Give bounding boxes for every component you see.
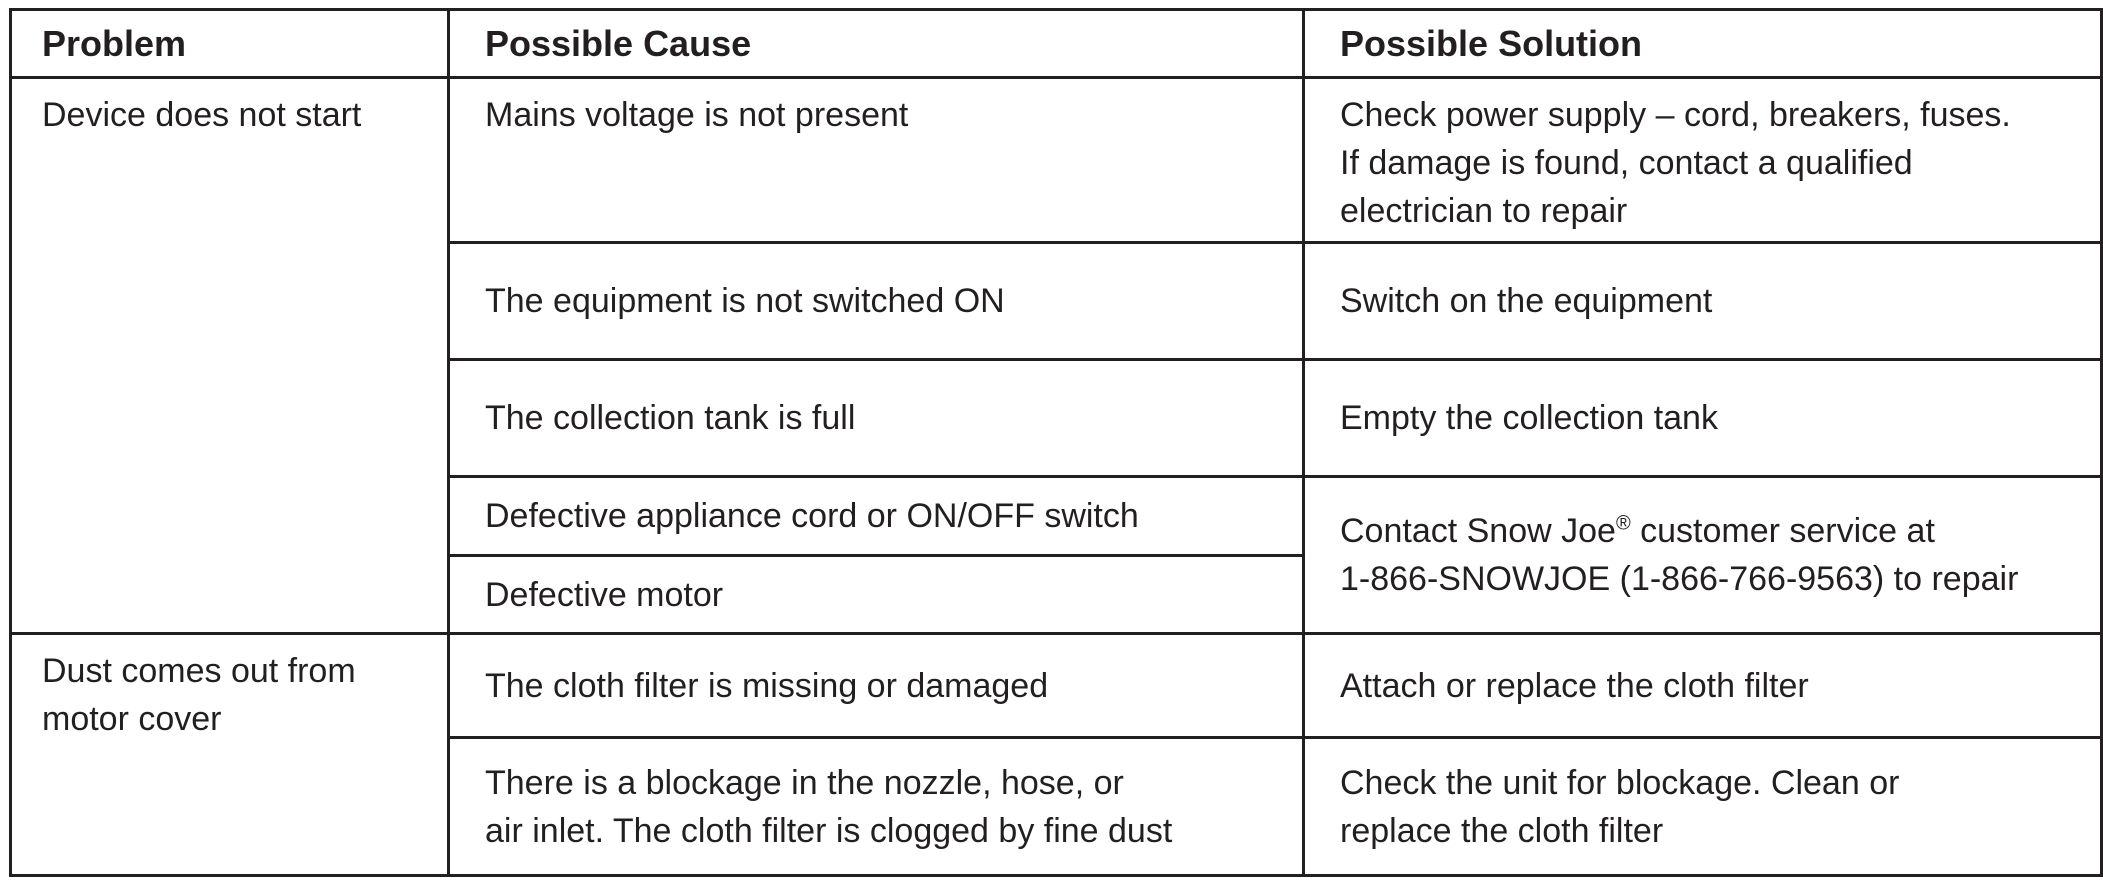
solution-text [1340, 507, 2100, 603]
header-problem: Problem [11, 10, 449, 78]
solution-cell [1304, 477, 2102, 634]
cause-text: The collection tank is full [485, 399, 856, 437]
solution-text: Switch on the equipment [1340, 282, 1713, 320]
problem-cell [11, 78, 449, 634]
cause-cell [449, 243, 1304, 360]
solution-text-part: Contact Snow Joe [1340, 512, 1616, 550]
cause-cell [449, 78, 1304, 243]
solution-text: Empty the collection tank [1340, 399, 1718, 437]
solution-text-part: customer service at 1-866-SNOWJOE (1-866-766-9563) to repair [1340, 512, 2019, 598]
table-header-row [11, 10, 2102, 78]
table-row [11, 634, 2102, 738]
registered-mark: ® [1615, 512, 1631, 535]
cause-text: The equipment is not switched ON [485, 282, 1005, 320]
solution-cell [1304, 78, 2102, 243]
cause-cell [449, 634, 1304, 738]
cause-cell [449, 556, 1304, 634]
problem-text: Device does not start [42, 96, 362, 134]
solution-cell [1304, 360, 2102, 477]
table-row [11, 78, 2102, 243]
problem-text: Dust comes out from motor cover [42, 652, 356, 738]
cause-text: The cloth filter is missing or damaged [485, 666, 1049, 705]
cause-text: There is a blockage in the nozzle, hose, or air inlet. The cloth filter is clogged by fine dust [485, 763, 1173, 850]
solution-text: Check power supply – cord, breakers, fuses. If damage is found, contact a qualified electrician to repair [1340, 96, 2011, 230]
problem-cell [11, 634, 449, 876]
cause-text: Defective motor [485, 575, 724, 614]
cause-text: Mains voltage is not present [485, 96, 909, 134]
header-possible-solution: Possible Solution [1304, 10, 2102, 78]
troubleshooting-table [9, 8, 2103, 877]
solution-cell [1304, 738, 2102, 876]
solution-text: Attach or replace the cloth filter [1340, 666, 1809, 705]
header-possible-cause: Possible Cause [449, 10, 1304, 78]
solution-text: Check the unit for blockage. Clean or replace the cloth filter [1340, 763, 1900, 850]
cause-cell [449, 360, 1304, 477]
cause-cell [449, 738, 1304, 876]
cause-text: Defective appliance cord or ON/OFF switch [485, 497, 1139, 535]
cause-cell [449, 477, 1304, 556]
solution-cell [1304, 634, 2102, 738]
solution-cell [1304, 243, 2102, 360]
